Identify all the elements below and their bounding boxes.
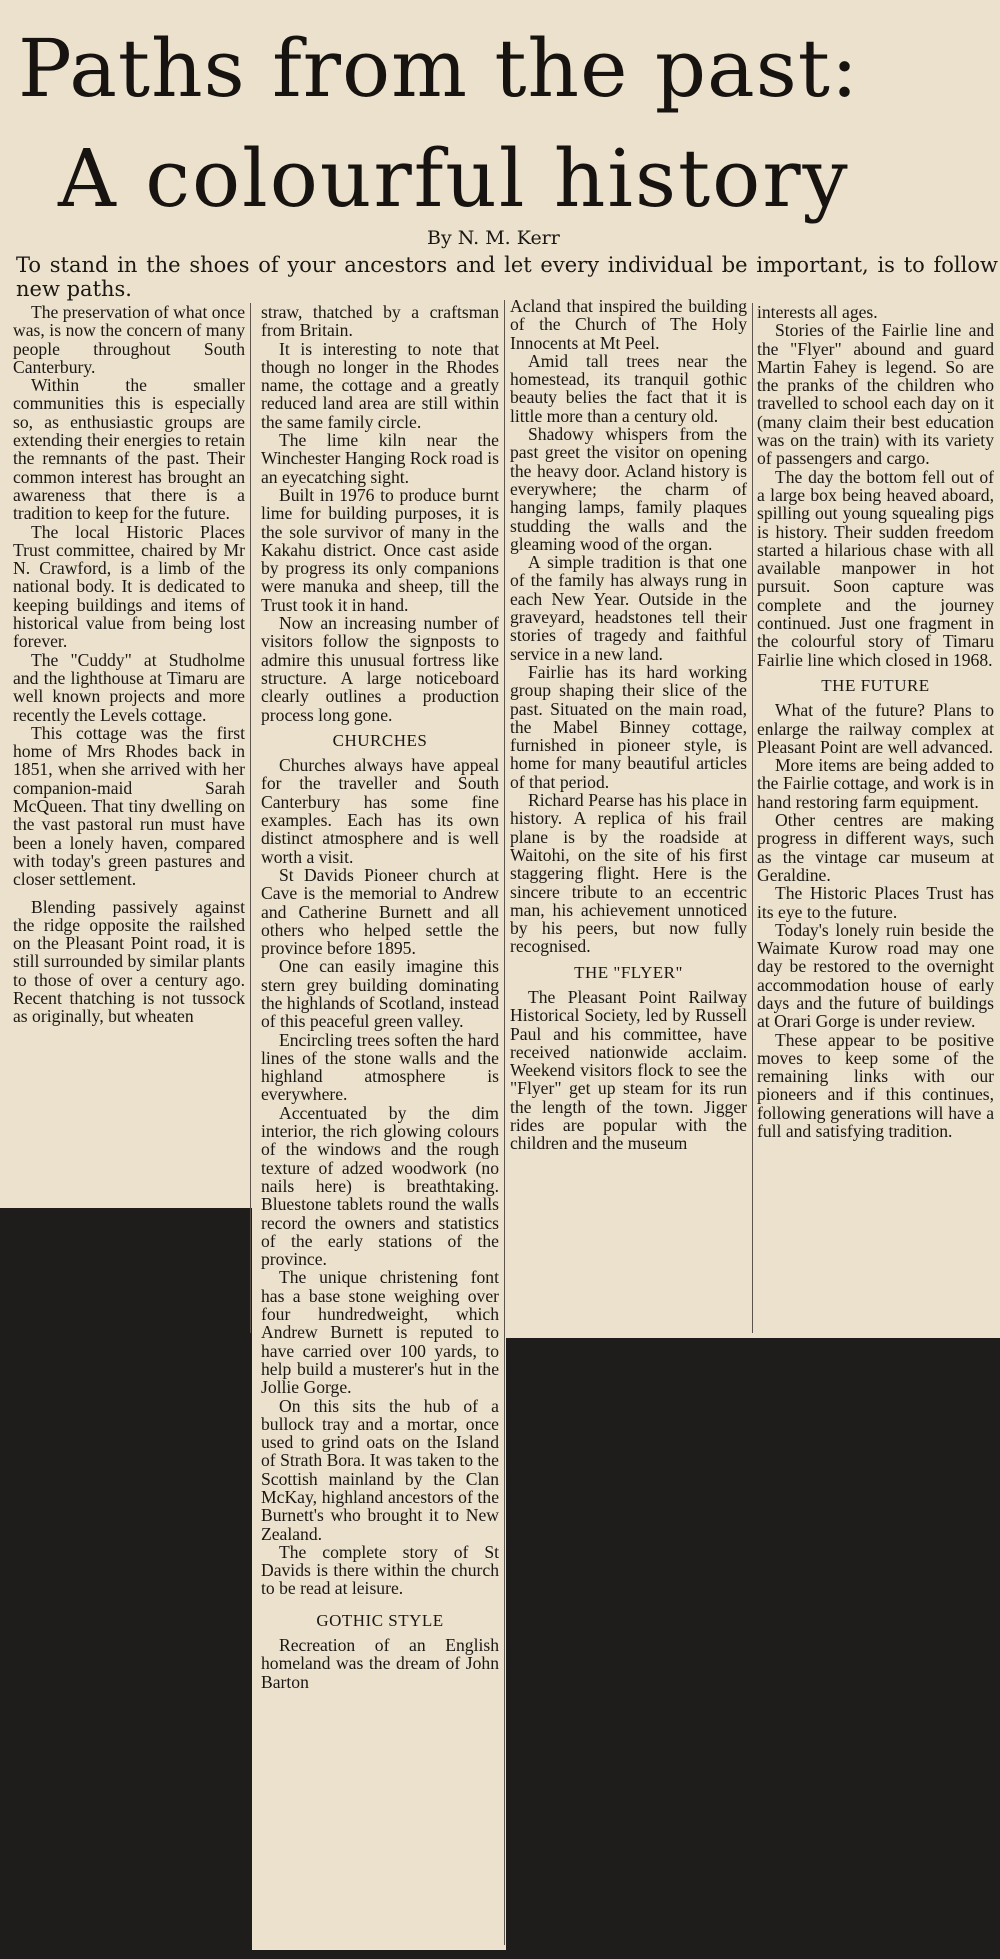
paragraph: It is interesting to note that though no longer in the Rhodes name, the cottage and a greatly reduced land area are still within the same family circle. bbox=[261, 338, 499, 432]
paragraph: Shadowy whispers from the past greet the visitor on opening the heavy door. Acland history is everywhere; the charm of hanging lamps, family plaques studding the walls and the gleaming wood of the organ. bbox=[510, 424, 747, 554]
paragraph: These appear to be positive moves to keep some of the remaining links with our pioneers and if this continues, following generations will have a full and satisfying tradition. bbox=[757, 1029, 994, 1142]
paragraph: The "Cuddy" at Studholme and the lighthouse at Timaru are well known projects and more recently the Levels cottage. bbox=[13, 649, 245, 725]
article-column-3 bbox=[510, 297, 747, 1153]
headline-line-1: Paths from the past: bbox=[18, 22, 859, 115]
paragraph: Blending passively against the ridge opposite the railshed on the Pleasant Point road, it is still surrounded by similar plants to those of over a century ago. Recent thatching is not tussock as originally, but wheaten bbox=[13, 896, 245, 1027]
paragraph: Acland that inspired the building of the Church of The Holy Innocents at Mt Peel. bbox=[510, 296, 747, 353]
paragraph: Now an increasing number of visitors follow the signposts to admire this unusual fortress like structure. A large noticeboard clearly outlines a production process long gone. bbox=[261, 613, 499, 725]
paragraph: A simple tradition is that one of the family has always rung in each New Year. Outside in the graveyard, headstones tell their stories of tragedy and faithful service in a new land. bbox=[510, 552, 747, 664]
paragraph: Built in 1976 to produce burnt lime for building purposes, it is the sole survivor of many in the Kakahu district. Once cast aside by progress its only companions were manuka and sheep, till the Trust took it in hand. bbox=[261, 484, 499, 615]
paragraph: The complete story of St Davids is there within the church to be read at leisure. bbox=[261, 1541, 499, 1599]
article-column-2 bbox=[261, 303, 499, 1691]
article-column-1 bbox=[13, 303, 245, 1026]
paragraph: Churches always have appeal for the traveller and South Canterbury has some fine examples. Each has its own distinct atmosphere and is well worth a visit. bbox=[261, 755, 499, 867]
paragraph: Within the smaller communities this is especially so, as enthusiastic groups are extending their energies to retain the remnants of the past. Their common interest has brought an awareness that there is a tradition to keep for the future. bbox=[13, 375, 245, 524]
section-heading-gothic-style: GOTHIC STYLE bbox=[316, 1610, 444, 1630]
section-heading-the-future: THE FUTURE bbox=[821, 675, 930, 695]
paragraph: Today's lonely ruin beside the Waimate Kurow road may one day be restored to the overnight accommodation house of early days and the future of buildings at Orari Gorge is under review. bbox=[757, 919, 994, 1032]
paragraph: St Davids Pioneer church at Cave is the memorial to Andrew and Catherine Burnett and all others who helped settle the province before 1895. bbox=[261, 864, 499, 959]
dark-background bbox=[506, 1338, 1000, 1959]
paragraph: Other centres are making progress in different ways, such as the vintage car museum at Geraldine. bbox=[757, 810, 994, 885]
paragraph: One can easily imagine this stern grey building dominating the highlands of Scotland, instead of this peaceful green valley. bbox=[261, 956, 499, 1032]
standfirst: To stand in the shoes of your ancestors and let every individual be important, is to follow new paths. bbox=[16, 253, 998, 301]
paragraph: interests all ages. bbox=[757, 302, 878, 322]
paragraph: What of the future? Plans to enlarge the railway complex at Pleasant Point are well advanced. bbox=[757, 700, 994, 757]
headline-line-2: A colourful history bbox=[58, 132, 850, 225]
section-heading-churches: CHURCHES bbox=[332, 730, 428, 750]
paragraph: The lime kiln near the Winchester Hanging Rock road is an eyecatching sight. bbox=[261, 430, 499, 487]
column-rule bbox=[250, 303, 251, 1333]
paragraph: straw, thatched by a craftsman from Britain. bbox=[261, 302, 499, 341]
paragraph: The local Historic Places Trust committee, chaired by Mr N. Crawford, is a limb of the national body. It is dedicated to keeping buildings and items of historical value from being lost forever. bbox=[13, 521, 245, 652]
headline bbox=[18, 14, 993, 234]
paragraph: On this sits the hub of a bullock tray and a mortar, once used to grind oats on the Island of Strath Bora. It was taken to the Scottish mainland by the Clan McKay, highland ancestors of the Burnett's who brought it to New Zealand. bbox=[261, 1395, 499, 1544]
paragraph: The preservation of what once was, is now the concern of many people throughout South Canterbury. bbox=[13, 302, 245, 377]
paragraph: More items are being added to the Fairlie cottage, and work is in hand restoring farm equipment. bbox=[757, 755, 994, 812]
paragraph: The day the bottom fell out of a large box being heaved aboard, spilling out young squealing pigs is history. Their sudden freedom started a hilarious chase with all available manpower in hot pursuit. Soon capture was complete and the journey continued. Just one fragment in the colourful story of Timaru Fairlie line which closed in 1968. bbox=[757, 466, 994, 670]
paragraph: The Pleasant Point Railway Historical Society, led by Russell Paul and his committee, have received nationwide acclaim. Weekend visitors flock to see the "Flyer" get up steam for its run the length of the town. Jigger rides are popular with the children and the museum bbox=[510, 986, 747, 1154]
byline: By N. M. Kerr bbox=[427, 227, 560, 249]
paragraph: Recreation of an English homeland was the dream of John Barton bbox=[261, 1635, 499, 1692]
paragraph: Fairlie has its hard working group shaping their slice of the past. Situated on the main road, the Mabel Binney cottage, furnished in pioneer style, is home for many beautiful articles of that period. bbox=[510, 661, 747, 792]
column-rule bbox=[752, 303, 753, 1333]
paragraph: Stories of the Fairlie line and the "Flyer" abound and guard Martin Fahey is legend. So are the pranks of the children who travelled to school each day on it (many claim their best education was on the train) with its variety of passengers and cargo. bbox=[757, 320, 994, 469]
paragraph: Encircling trees soften the hard lines of the stone walls and the highland atmosphere is everywhere. bbox=[261, 1029, 499, 1105]
section-heading-the-flyer: THE "FLYER" bbox=[574, 962, 683, 982]
paragraph: Amid tall trees near the homestead, its tranquil gothic beauty belies the fact that it is little more than a century old. bbox=[510, 350, 747, 426]
paragraph: The unique christening font has a base stone weighing over four hundredweight, which Andrew Burnett is reputed to have carried over 100 yards, to help build a musterer's hut in the Jollie Gorge. bbox=[261, 1267, 499, 1398]
paragraph: Accentuated by the dim interior, the rich glowing colours of the windows and the rough texture of adzed woodwork (no nails here) is breathtaking. Bluestone tablets round the walls record the owners and statistics of the early stations of the province. bbox=[261, 1102, 499, 1270]
paragraph: Richard Pearse has his place in history. A replica of his frail plane is by the roadside at Waitohi, on the site of his first staggering flight. Here is the sincere tribute to an eccentric man, his achievement unnoticed by his peers, but now fully recognised. bbox=[510, 790, 747, 957]
column-rule bbox=[504, 300, 505, 1945]
article-column-4 bbox=[757, 303, 994, 1140]
dark-background bbox=[0, 1208, 252, 1338]
paragraph: The Historic Places Trust has its eye to the future. bbox=[757, 883, 994, 922]
paragraph: This cottage was the first home of Mrs Rhodes back in 1851, when she arrived with her companion-maid Sarah McQueen. That tiny dwelling on the vast pastoral run must have been a lonely haven, compared with today's green pastures and closer settlement. bbox=[13, 722, 245, 890]
